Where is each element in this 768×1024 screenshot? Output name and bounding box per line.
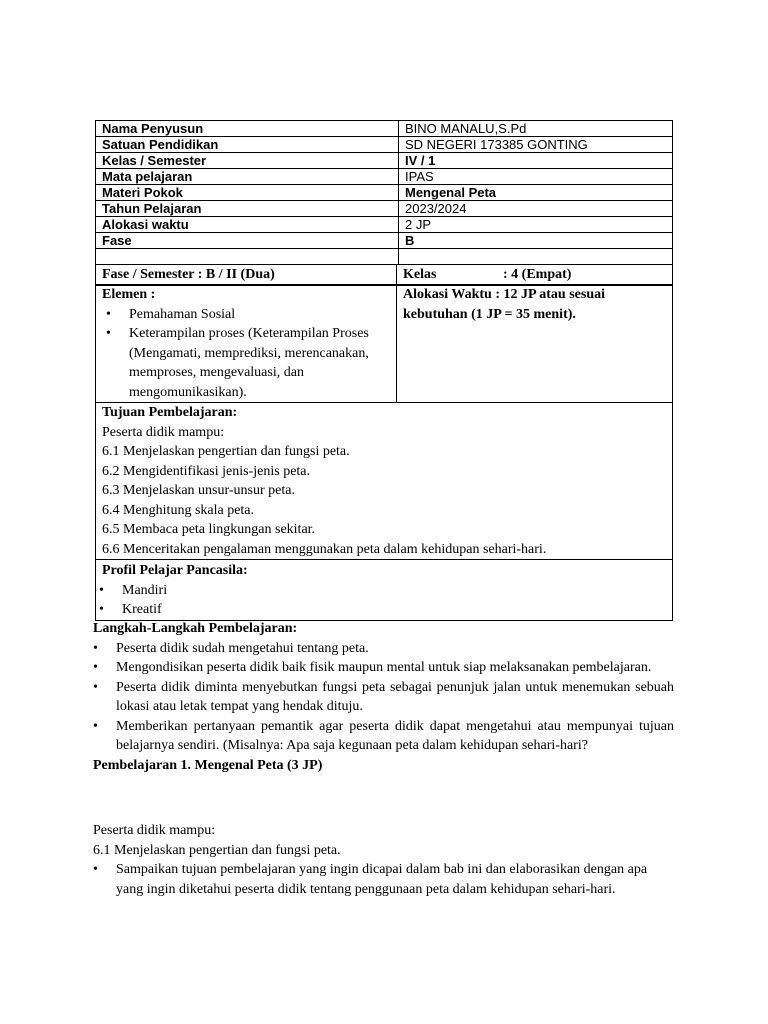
- list-item: • Keterampilan proses (Keterampilan Proses (Mengamati, memprediksi, merencanakan, memproses, mengevaluasi, dan mengomunikasikan).: [96, 324, 390, 402]
- identity-value: BINO MANALU,S.Pd: [399, 121, 673, 137]
- langkah-title: Langkah-Langkah Pembelajaran:: [93, 621, 298, 636]
- tujuan-item: 6.4 Menghitung skala peta.: [102, 502, 255, 518]
- identity-label: Nama Penyusun: [96, 121, 399, 137]
- identity-value: Mengenal Peta: [399, 185, 673, 201]
- tujuan-section: [95, 402, 673, 560]
- identity-label: Kelas / Semester: [96, 153, 399, 169]
- elemen-cell: [96, 285, 397, 402]
- elemen-list: [96, 305, 390, 403]
- list-item: • Peserta didik diminta menyebutkan fungsi peta sebagai penunjuk jalan untuk menemukan sebuah lokasi atau letak tempat yang hendak dituju.: [93, 678, 674, 717]
- tujuan-intro: Peserta didik mampu:: [102, 424, 225, 440]
- identity-blank-row: [96, 249, 673, 265]
- identity-label: Fase: [96, 233, 399, 249]
- list-item: • Mandiri: [96, 581, 666, 601]
- identity-value: 2023/2024: [399, 201, 673, 217]
- identity-value: IV / 1: [399, 153, 673, 169]
- identity-row: [96, 185, 673, 201]
- identity-value: 2 JP: [399, 217, 673, 233]
- profil-section: [95, 559, 673, 621]
- identity-label: Tahun Pelajaran: [96, 201, 399, 217]
- identity-value: B: [399, 233, 673, 249]
- elemen-title: Elemen :: [102, 287, 156, 302]
- fase-kelas-row: [96, 264, 672, 285]
- pembelajaran1-goal: 6.1 Menjelaskan pengertian dan fungsi peta.: [93, 842, 341, 858]
- list-item: • Kreatif: [96, 600, 666, 620]
- identity-row: [96, 201, 673, 217]
- identity-row: [96, 153, 673, 169]
- tujuan-item: 6.3 Menjelaskan unsur-unsur peta.: [102, 483, 295, 498]
- list-item: • Mengondisikan peserta didik baik fisik maupun mental untuk siap melaksanakan pembelajaran.: [93, 658, 674, 678]
- identity-value: IPAS: [399, 169, 673, 185]
- identity-row: [96, 233, 673, 249]
- identity-label: Materi Pokok: [96, 185, 399, 201]
- tujuan-item: 6.1 Menjelaskan pengertian dan fungsi peta.: [102, 444, 350, 459]
- elemen-alokasi-section: [95, 284, 673, 403]
- list-item: • Peserta didik sudah mengetahui tentang peta.: [93, 639, 674, 659]
- fase-kelas-section: [95, 264, 673, 286]
- identity-value: SD NEGERI 173385 GONTING: [399, 137, 673, 153]
- list-item: • Pemahaman Sosial: [96, 305, 390, 325]
- pembelajaran1-title: Pembelajaran 1. Mengenal Peta (3 JP): [93, 757, 323, 773]
- tujuan-title: Tujuan Pembelajaran:: [102, 405, 238, 420]
- pembelajaran1-list: [93, 860, 674, 899]
- pembelajaran1-intro: Peserta didik mampu:: [93, 823, 216, 838]
- fase-semester: Fase / Semester : B / II (Dua): [96, 264, 397, 285]
- identity-label: Satuan Pendidikan: [96, 137, 399, 153]
- identity-row: [96, 121, 673, 137]
- langkah-section: [93, 619, 674, 775]
- profil-content: [96, 560, 672, 620]
- profil-list: [96, 581, 666, 620]
- identity-row: [96, 169, 673, 185]
- pembelajaran1-section: [93, 821, 674, 899]
- tujuan-item: 6.5 Membaca peta lingkungan sekitar.: [102, 522, 316, 537]
- blank-cell: [399, 249, 673, 265]
- tujuan-item: 6.6 Menceritakan pengalaman menggunakan peta dalam kehidupan sehari-hari.: [102, 541, 547, 557]
- kelas-label: Kelas: [403, 267, 437, 282]
- tujuan-item: 6.2 Mengidentifikasi jenis-jenis peta.: [102, 463, 311, 479]
- alokasi-waktu: Alokasi Waktu : 12 JP atau sesuai kebutuhan (1 JP = 35 menit).: [403, 287, 606, 322]
- identity-row: [96, 217, 673, 233]
- identity-label: Alokasi waktu: [96, 217, 399, 233]
- langkah-list: [93, 639, 674, 756]
- tujuan-content: [96, 403, 672, 559]
- identity-label: Mata pelajaran: [96, 169, 399, 185]
- list-item: • Sampaikan tujuan pembelajaran yang ingin dicapai dalam bab ini dan elaborasikan dengan apa yang ingin diketahui peserta didik tentang penggunaan peta dalam kehidupan sehari-hari.: [93, 860, 674, 899]
- profil-title: Profil Pelajar Pancasila:: [102, 563, 248, 578]
- kelas-value: : 4 (Empat): [503, 267, 572, 282]
- list-item: • Memberikan pertanyaan pemantik agar peserta didik dapat mengetahui atau mempunyai tujuan belajarnya sendiri. (Misalnya: Apa saja kegunaan peta dalam kehidupan sehari-hari?: [93, 717, 674, 756]
- identity-row: [96, 137, 673, 153]
- elemen-alokasi-row: [96, 285, 672, 402]
- kelas-field: [397, 264, 672, 285]
- identity-table: [95, 120, 673, 265]
- blank-cell: [96, 249, 399, 265]
